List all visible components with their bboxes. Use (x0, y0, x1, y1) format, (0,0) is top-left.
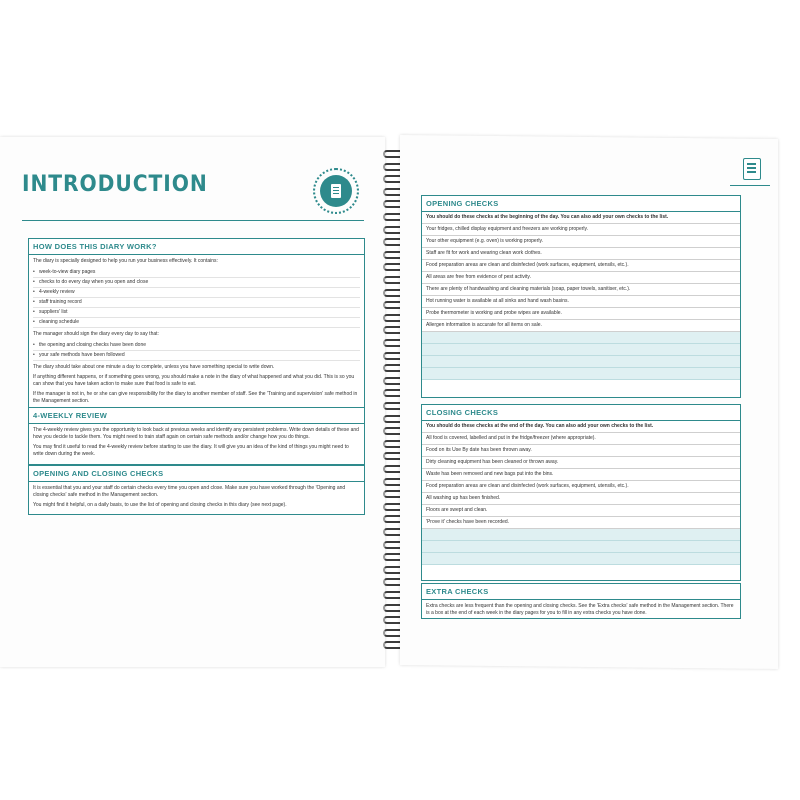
table-row: Floors are swept and clean. (422, 505, 740, 517)
table-row: Staff are fit for work and wearing clean work clothes. (422, 248, 740, 260)
extra-heading: EXTRA CHECKS (422, 584, 740, 600)
extra-section (421, 583, 741, 619)
sign-text: The manager should sign the diary every day to say that: (33, 331, 159, 337)
diary-icon (743, 158, 761, 180)
closing-intro: You should do these checks at the end of the day. You can also add your own checks to the list. (422, 421, 740, 433)
table-row: Dirty cleaning equipment has been cleaned or thrown away. (422, 457, 740, 469)
table-row: 'Prove it' checks have been recorded. (422, 517, 740, 529)
blank-row[interactable] (422, 553, 740, 565)
how-intro: The diary is specially designed to help you run your business effectively. It contains: (33, 258, 218, 264)
icon-divider (730, 185, 770, 186)
minute-text: The diary should take about one minute a day to complete, unless you have something special to write down. (33, 364, 275, 370)
blank-row[interactable] (422, 332, 740, 344)
table-row: Your other equipment (e.g. oven) is working properly. (422, 236, 740, 248)
table-row: Food preparation areas are clean and disinfected (work surfaces, equipment, utensils, etc.). (422, 481, 740, 493)
review-text-1: The 4-weekly review gives you the opportunity to look back at previous weeks and identify any persistent problems. Write down details of these and how you decide to tackle them. You might need to train staff again on certain safe methods and/or change how you do things. (33, 427, 359, 440)
review-text-2: You may find it useful to read the 4-weekly review before starting to use the diary. It will give you an idea of the kind of things you might need to write down during the week. (33, 444, 349, 457)
table-row: Waste has been removed and new bags put into the bins. (422, 469, 740, 481)
extra-text: Extra checks are less frequent than the opening and closing checks. See the 'Extra checks' safe method in the Management section. There is a box at the end of each week in the diary pages for you to fill in any extra checks you have done. (426, 603, 734, 616)
table-row: All washing up has been finished. (422, 493, 740, 505)
list-item: • cleaning schedule (33, 318, 360, 328)
sign-list (33, 341, 360, 361)
page-title: INTRODUCTION (22, 172, 208, 197)
review-section (28, 407, 365, 465)
list-item: • 4-weekly review (33, 288, 360, 298)
title-divider (22, 220, 364, 221)
closing-heading: CLOSING CHECKS (422, 405, 740, 421)
blank-row[interactable] (422, 368, 740, 380)
table-row: All areas are free from evidence of pest activity. (422, 272, 740, 284)
contents-list (33, 268, 360, 328)
list-item: • week-to-view diary pages (33, 268, 360, 278)
review-heading: 4-WEEKLY REVIEW (29, 408, 364, 424)
opening-heading: OPENING CHECKS (422, 196, 740, 212)
table-row: Food on its Use By date has been thrown away. (422, 445, 740, 457)
table-row: Hot running water is available at all sinks and hand wash basins. (422, 296, 740, 308)
blank-row[interactable] (422, 344, 740, 356)
how-section (28, 238, 365, 408)
table-row: All food is covered, labelled and put in the fridge/freezer (where appropriate). (422, 433, 740, 445)
different-text: If anything different happens, or if something goes wrong, you should make a note in the diary of what happened and what you did. This is so you can show that you have taken action to make sure that food is safe to eat. (33, 374, 355, 387)
table-row: Your fridges, chilled display equipment and freezers are working properly. (422, 224, 740, 236)
list-item: • the opening and closing checks have been done (33, 341, 360, 351)
openclose-text-1: It is essential that you and your staff do certain checks every time you open and close. Make sure you have worked through the 'Opening and closing checks' safe method in the Management section. (33, 485, 346, 498)
openclose-text-2: You might find it helpful, on a daily basis, to use the list of opening and closing checks in this diary (see next page). (33, 502, 287, 508)
list-item: • suppliers' list (33, 308, 360, 318)
blank-row[interactable] (422, 529, 740, 541)
table-row: Probe thermometer is working and probe wipes are available. (422, 308, 740, 320)
diary-icon (320, 175, 352, 207)
list-item: • your safe methods have been followed (33, 351, 360, 361)
manager-text: If the manager is not in, he or she can give responsibility for the diary to another member of staff. See the 'Training and supervision' safe method in the Management section. (33, 391, 358, 404)
how-heading: HOW DOES THIS DIARY WORK? (29, 239, 364, 255)
opening-section (421, 195, 741, 398)
openclose-section (28, 465, 365, 515)
closing-section (421, 404, 741, 581)
blank-row[interactable] (422, 541, 740, 553)
list-item: • checks to do every day when you open and close (33, 278, 360, 288)
blank-row[interactable] (422, 356, 740, 368)
list-item: • staff training record (33, 298, 360, 308)
table-row: There are plenty of handwashing and cleaning materials (soap, paper towels, sanitiser, etc.). (422, 284, 740, 296)
opening-intro: You should do these checks at the beginning of the day. You can also add your own checks to the list. (422, 212, 740, 224)
table-row: Allergen information is accurate for all items on sale. (422, 320, 740, 332)
openclose-heading: OPENING AND CLOSING CHECKS (29, 466, 364, 482)
table-row: Food preparation areas are clean and disinfected (work surfaces, equipment, utensils, etc.). (422, 260, 740, 272)
